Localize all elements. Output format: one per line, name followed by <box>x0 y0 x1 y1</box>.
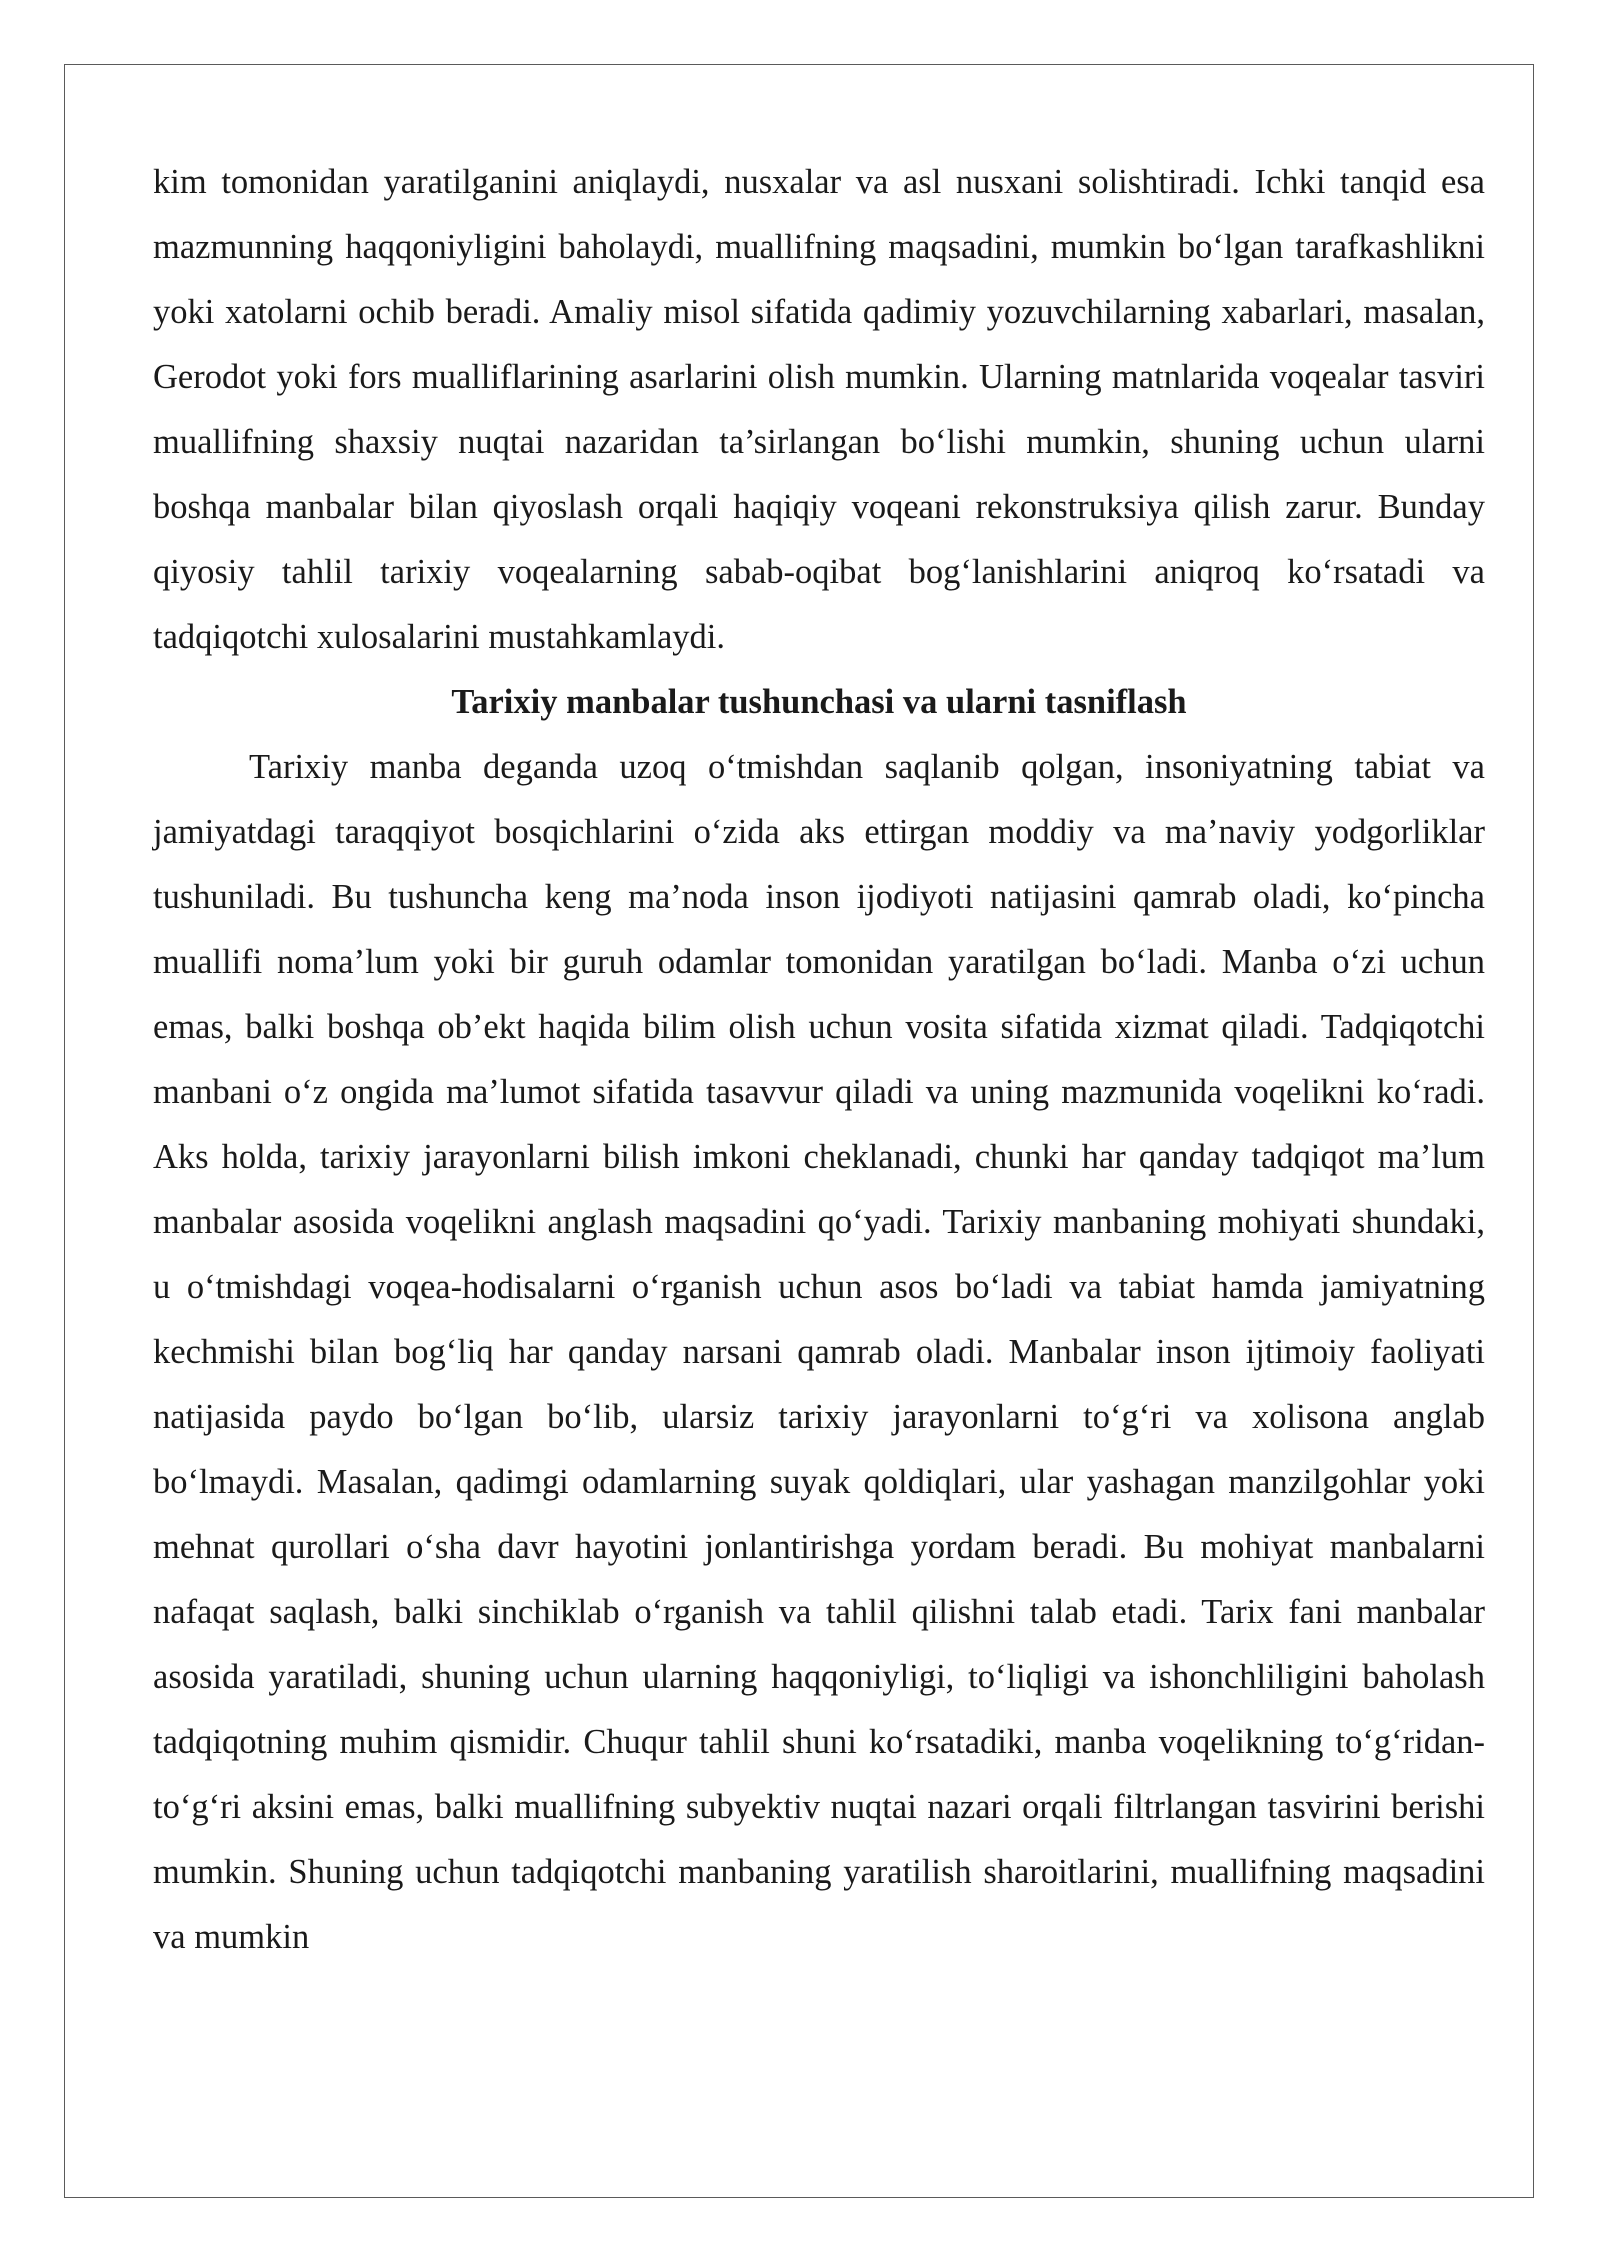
continuation-paragraph: kim tomonidan yaratilganini aniqlaydi, nusxalar va asl nusxani solishtiradi. Ichki tanqid esa mazmunning haqqoniyligini baholaydi, muallifning maqsadini, mumkin bo‘lgan tarafkashlikni yoki xatolarni ochib beradi. Amaliy misol sifatida qadimiy yozuvchilarning xabarlari, masalan, Gerodot yoki fors mualliflarining asarlarini olish mumkin. Ularning matnlarida voqealar tasviri muallifning shaxsiy nuqtai nazaridan ta’sirlangan bo‘lishi mumkin, shuning uchun ularni boshqa manbalar bilan qiyoslash orqali haqiqiy voqeani rekonstruksiya qilish zarur. Bunday qiyosiy tahlil tarixiy voqealarning sabab-oqibat bog‘lanishlarini aniqroq ko‘rsatadi va tadqiqotchi xulosalarini mustahkamlaydi. <box>153 163 1485 656</box>
section-paragraph: Tarixiy manba deganda uzoq o‘tmishdan saqlanib qolgan, insoniyatning tabiat va jamiyatdagi taraqqiyot bosqichlarini o‘zida aks ettirgan moddiy va ma’naviy yodgorliklar tushuniladi. Bu tushuncha keng ma’noda inson ijodiyoti natijasini qamrab oladi, ko‘pincha muallifi noma’lum yoki bir guruh odamlar tomonidan yaratilgan bo‘ladi. Manba o‘zi uchun emas, balki boshqa ob’ekt haqida bilim olish uchun vosita sifatida xizmat qiladi. Tadqiqotchi manbani o‘z ongida ma’lumot sifatida tasavvur qiladi va uning mazmunida voqelikni ko‘radi. Aks holda, tarixiy jarayonlarni bilish imkoni cheklanadi, chunki har qanday tadqiqot ma’lum manbalar asosida voqelikni anglash maqsadini qo‘yadi. Tarixiy manbaning mohiyati shundaki, u o‘tmishdagi voqea-hodisalarni o‘rganish uchun asos bo‘ladi va tabiat hamda jamiyatning kechmishi bilan bog‘liq har qanday narsani qamrab oladi. Manbalar inson ijtimoiy faoliyati natijasida paydo bo‘lgan bo‘lib, ularsiz tarixiy jarayonlarni to‘g‘ri va xolisona anglab bo‘lmaydi. Masalan, qadimgi odamlarning suyak qoldiqlari, ular yashagan manzilgohlar yoki mehnat qurollari o‘sha davr hayotini jonlantirishga yordam beradi. Bu mohiyat manbalarni nafaqat saqlash, balki sinchiklab o‘rganish va tahlil qilishni talab etadi. Tarix fani manbalar asosida yaratiladi, shuning uchun ularning haqqoniyligi, to‘liqligi va ishonchliligini baholash tadqiqotning muhim qismidir. Chuqur tahlil shuni ko‘rsatadiki, manba voqelikning to‘g‘ridan-to‘g‘ri aksini emas, balki muallifning subyektiv nuqtai nazari orqali filtrlangan tasvirini berishi mumkin. Shuning uchun tadqiqotchi manbaning yaratilish sharoitlarini, muallifning maqsadini va mumkin <box>153 748 1485 1956</box>
document-body <box>153 150 1485 1970</box>
section-heading: Tarixiy manbalar tushunchasi va ularni tasniflash <box>451 683 1187 721</box>
